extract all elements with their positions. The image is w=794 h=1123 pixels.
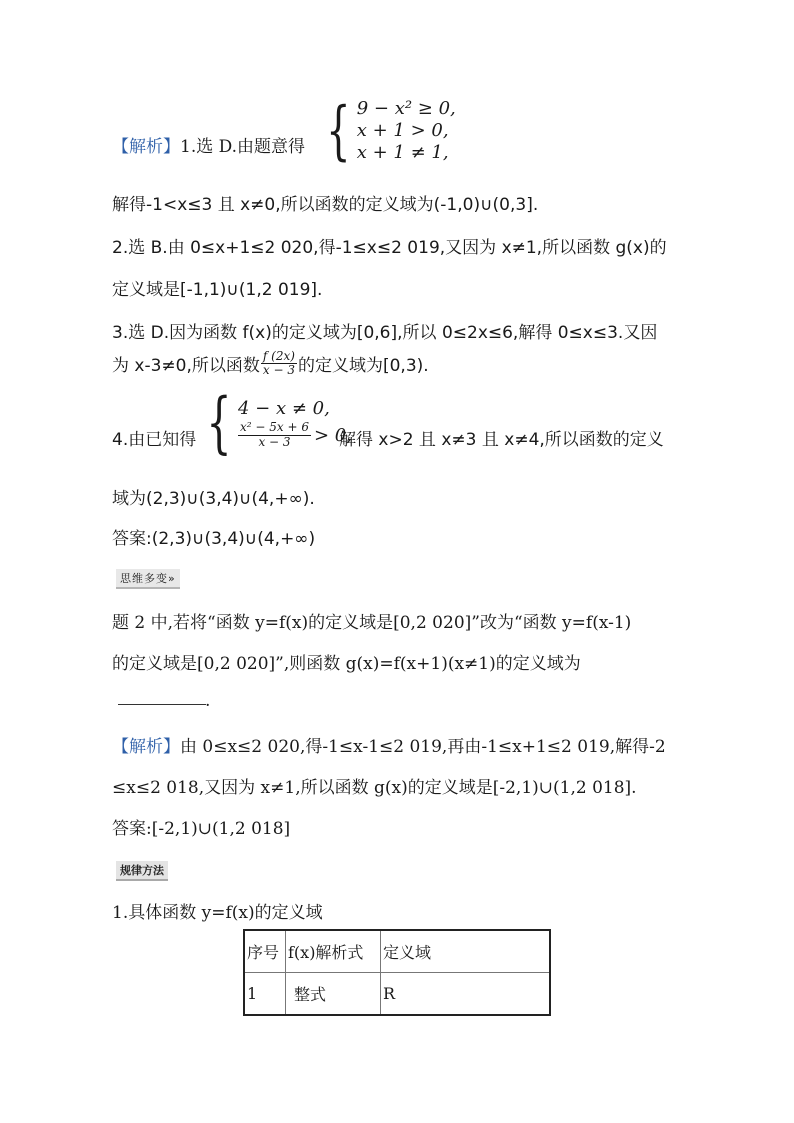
table-cell: 整式 <box>286 973 381 1016</box>
answer-1: 答案:(2,3)∪(3,4)∪(4,+∞) <box>112 529 316 549</box>
solution-3-line-1: 3.选 D.因为函数 f(x)的定义域为[0,6],所以 0≤2x≤6,解得 0≤x≤3.又因 <box>112 323 658 343</box>
solution-3-prefix: 为 x-3≠0,所以函数 <box>112 356 260 377</box>
table-header: f(x)解析式 <box>286 930 381 973</box>
method-title: 1.具体函数 y=f(x)的定义域 <box>112 903 323 923</box>
question-line-1: 题 2 中,若将“函数 y=f(x)的定义域是[0,2 020]”改为“函数 y=f(x-1) <box>112 613 632 633</box>
inequality-suffix: > 0, <box>313 424 352 446</box>
system-row: 9 − x² ≥ 0, <box>356 98 456 119</box>
solution-1-prefix: 1.选 D.由题意得 <box>180 137 306 157</box>
solution-variant-line-1 <box>112 732 666 757</box>
think-variant-badge: 思维多变» <box>116 569 180 589</box>
analysis-tag: 【解析】 <box>112 137 180 157</box>
analysis-tag: 【解析】 <box>112 737 180 757</box>
left-brace: { <box>206 384 232 461</box>
system-row <box>238 421 352 448</box>
solution-3-line-2 <box>112 350 429 377</box>
solution-4-conclusion: 解得 x>2 且 x≠3 且 x≠4,所以函数的定义 <box>339 430 664 450</box>
solution-1-result: 解得-1<x≤3 且 x≠0,所以函数的定义域为(-1,0)∪(0,3]. <box>112 195 539 215</box>
system-row: x + 1 > 0, <box>356 120 449 141</box>
solution-4-line-2: 域为(2,3)∪(3,4)∪(4,+∞). <box>112 489 315 509</box>
table-cell: R <box>381 973 551 1016</box>
table-header: 序号 <box>244 930 286 973</box>
answer-blank <box>118 704 206 705</box>
fraction <box>238 421 311 448</box>
table-cell: 1 <box>244 973 286 1016</box>
question-line-2: 的定义域是[0,2 020]”,则函数 g(x)=f(x+1)(x≠1)的定义域为 <box>112 654 581 674</box>
solution-2-line-2: 定义域是[-1,1)∪(1,2 019]. <box>112 280 323 300</box>
method-badge: 规律方法 <box>116 861 168 881</box>
solution-1-intro <box>112 132 305 157</box>
fraction-numerator: f (2x) <box>262 349 295 363</box>
solution-3-suffix: 的定义域为[0,3). <box>297 356 429 377</box>
fraction-denominator: x − 3 <box>258 434 291 449</box>
fraction-denominator: x − 3 <box>262 363 295 378</box>
system-row: x + 1 ≠ 1, <box>356 142 449 163</box>
domain-table <box>243 929 551 1016</box>
table-header-row <box>244 930 550 973</box>
solution-variant-text: 由 0≤x≤2 020,得-1≤x-1≤2 019,再由-1≤x+1≤2 019,解得-2 <box>180 737 666 757</box>
answer-2: 答案:[-2,1)∪(1,2 018] <box>112 819 291 839</box>
blank-period: . <box>205 691 211 711</box>
equation-system-4 <box>198 384 352 461</box>
fraction-numerator: x² − 5x + 6 <box>240 420 309 435</box>
table-row <box>244 973 550 1016</box>
left-brace: { <box>326 94 351 168</box>
system-row: 4 − x ≠ 0, <box>238 398 330 420</box>
equation-system-1 <box>318 94 456 168</box>
solution-variant-line-2: ≤x≤2 018,又因为 x≠1,所以函数 g(x)的定义域是[-2,1)∪(1,2 018]. <box>112 778 637 798</box>
table-header: 定义域 <box>381 930 551 973</box>
fraction <box>261 350 297 377</box>
solution-2-line-1: 2.选 B.由 0≤x+1≤2 020,得-1≤x≤2 019,又因为 x≠1,所以函数 g(x)的 <box>112 238 667 258</box>
solution-4-prefix: 4.由已知得 <box>112 430 197 450</box>
